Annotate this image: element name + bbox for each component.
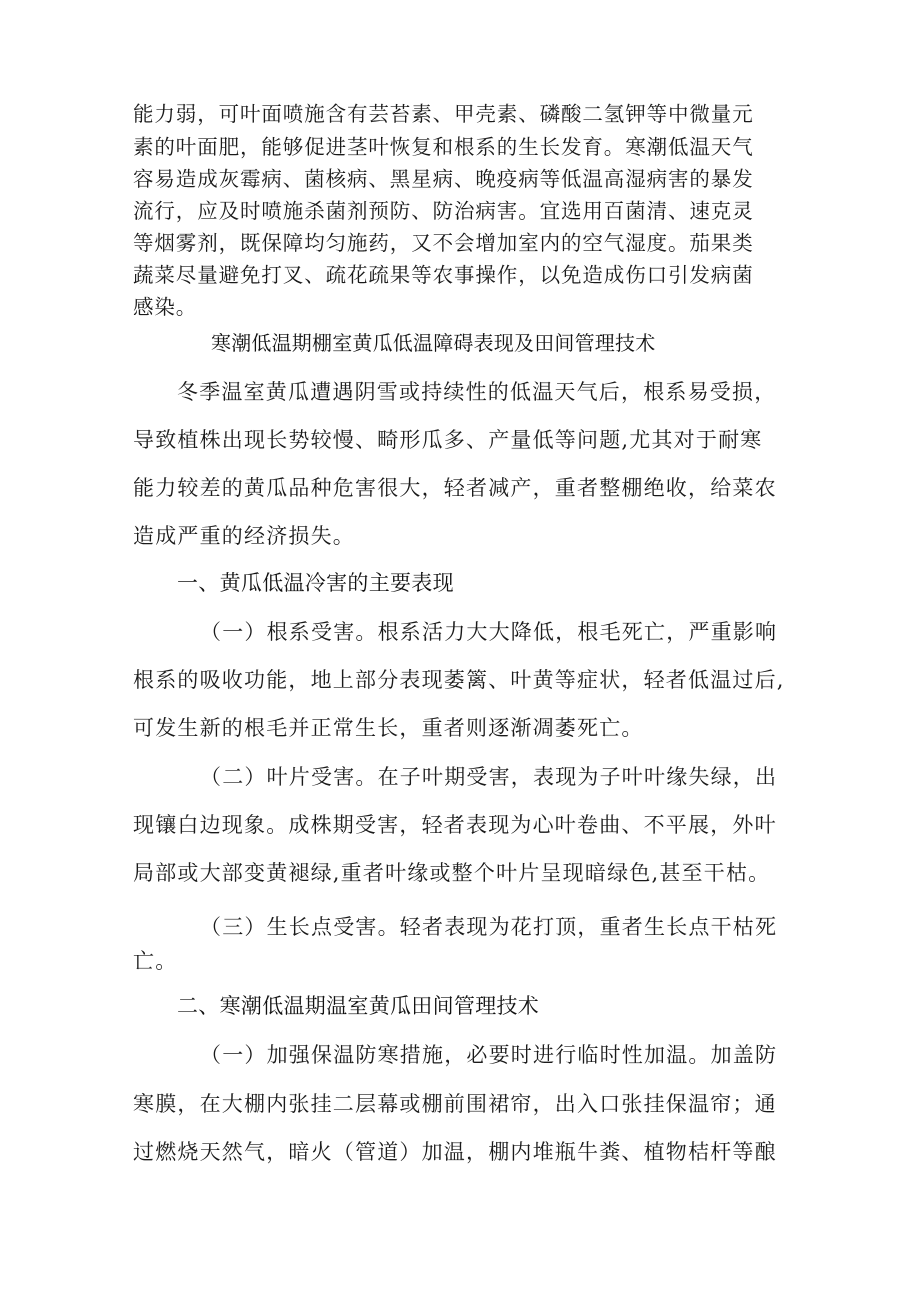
intro-line-4: 流行，应及时喷施杀菌剂预防、防治病害。宜选用百菌清、速克灵 xyxy=(133,199,754,223)
article-intro-line-2: 导致植株出现长势较慢、畸形瓜多、产量低等问题,尤其对于耐寒 xyxy=(133,428,763,452)
intro-line-2: 素的叶面肥，能够促进茎叶恢复和根系的生长发育。寒潮低温天气 xyxy=(133,135,754,159)
intro-line-3: 容易造成灰霉病、菌核病、黑星病、晚疫病等低温高湿病害的暴发 xyxy=(133,167,754,191)
intro-line-5: 等烟雾剂，既保障均匀施药，又不会增加室内的空气湿度。茄果类 xyxy=(133,231,754,255)
intro-line-1: 能力弱，可叶面喷施含有芸苔素、甲壳素、磷酸二氢钾等中微量元 xyxy=(133,102,754,126)
section1-item2-line-3: 局部或大部变黄褪绿,重者叶缘或整个叶片呈现暗绿色,甚至干枯。 xyxy=(133,861,771,885)
article-intro-line-4: 造成严重的经济损失。 xyxy=(133,524,355,548)
article-title: 寒潮低温期棚室黄瓜低温障碍表现及田间管理技术 xyxy=(211,331,656,355)
section2-item1-line-3: 过燃烧天然气，暗火（管道）加温，棚内堆瓶牛粪、植物桔杆等酿 xyxy=(133,1140,777,1164)
section1-item1-line-2: 根系的吸收功能，地上部分表现萎篱、叶黄等症状，轻者低温过后, xyxy=(133,668,785,692)
section1-item2-line-2: 现镶白边现象。成株期受害，轻者表现为心叶卷曲、不平展，外叶 xyxy=(133,813,777,837)
article-intro-line-1: 冬季温室黄瓜遭遇阴雪或持续性的低温天气后，根系易受损， xyxy=(177,380,777,404)
section1-item3-line-2: 亡。 xyxy=(133,949,178,973)
article-intro-line-3: 能力较差的黄瓜品种危害很大，轻者减产，重者整棚绝收，给菜农 xyxy=(133,476,777,500)
section-heading-2: 二、寒潮低温期温室黄瓜田间管理技术 xyxy=(177,994,540,1018)
intro-line-6: 蔬菜尽量避免打叉、疏花疏果等农事操作，以免造成伤口引发病菌 xyxy=(133,263,754,287)
section1-item1-line-1: （一）根系受害。根系活力大大降低，根毛死亡，严重影响 xyxy=(200,620,778,644)
section1-item3-line-1: （三）生长点受害。轻者表现为花打顶，重者生长点干枯死 xyxy=(200,915,778,939)
section1-item1-line-3: 可发生新的根毛并正常生长，重者则逐渐凋萎死亡。 xyxy=(133,716,644,740)
section2-item1-line-2: 寒膜，在大棚内张挂二层幕或棚前围裙帘，出入口张挂保温帘；通 xyxy=(133,1092,777,1116)
section-heading-1: 一、黄瓜低温冷害的主要表现 xyxy=(177,571,454,595)
section2-item1-line-1: （一）加强保温防寒措施，必要时进行临时性加温。加盖防 xyxy=(200,1043,778,1067)
intro-line-7: 感染。 xyxy=(133,295,198,319)
section1-item2-line-1: （二）叶片受害。在子叶期受害，表现为子叶叶缘失绿，出 xyxy=(200,765,778,789)
